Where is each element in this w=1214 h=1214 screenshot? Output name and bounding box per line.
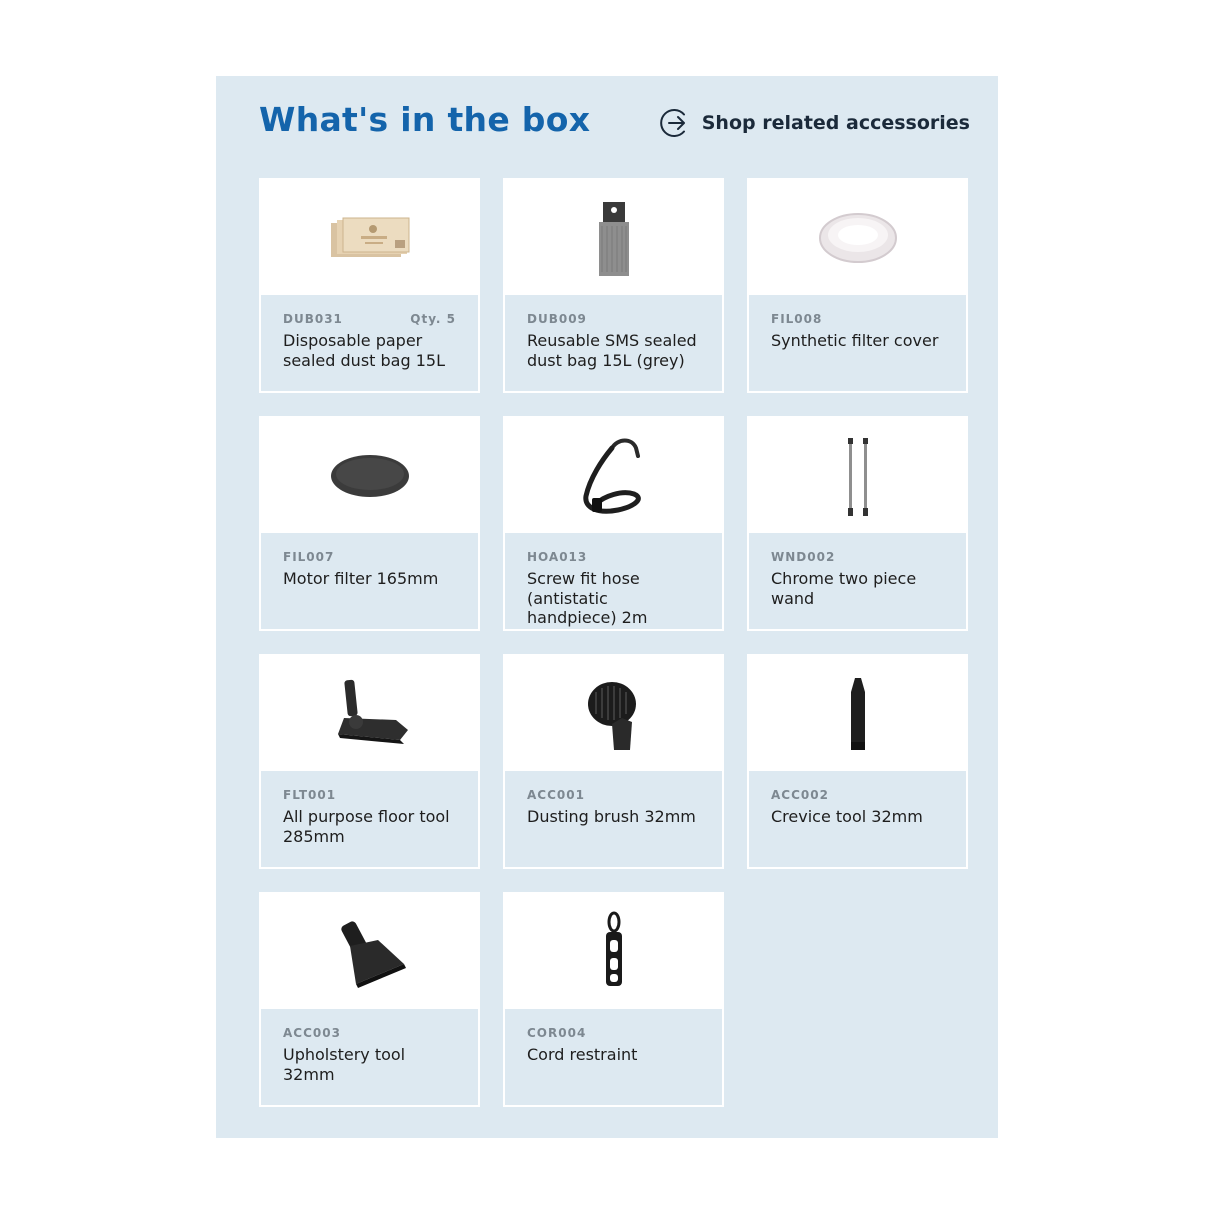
item-name: Screw fit hose (antistatic handpiece) 2m [527,569,648,627]
item-card [259,892,480,1107]
item-image [505,180,722,295]
item-name: All purpose floor tool 285mm [283,807,450,846]
upholstery-tool-icon [328,912,412,992]
dusting-brush-icon [584,674,644,754]
paper-dust-bag-icon [325,213,415,263]
item-code: FIL007 [283,550,335,564]
item-card [503,416,724,631]
floor-tool-icon [328,674,412,754]
item-image [505,894,722,1009]
item-name: Cord restraint [527,1045,638,1064]
shop-related-accessories-link[interactable] [658,106,970,140]
item-card [747,654,968,869]
item-card [259,654,480,869]
item-code: ACC002 [771,788,829,802]
shop-link-label: Shop related accessories [701,112,970,134]
item-code: WND002 [771,550,836,564]
item-image [261,656,478,771]
item-image [261,180,478,295]
item-name: Dusting brush 32mm [527,807,696,826]
item-code: HOA013 [527,550,588,564]
motor-filter-icon [328,451,412,501]
filter-cover-icon [816,208,900,268]
item-name: Synthetic filter cover [771,331,939,350]
item-name: Chrome two piece wand [771,569,917,608]
item-image [261,894,478,1009]
item-image [749,656,966,771]
item-card [503,654,724,869]
item-name: Disposable paper sealed dust bag 15L [283,331,445,370]
arrow-circle-right-icon [658,106,692,140]
item-name: Upholstery tool 32mm [283,1045,406,1084]
item-image [749,418,966,533]
item-code: FIL008 [771,312,823,326]
item-card [503,178,724,393]
whats-in-the-box-panel [216,76,998,1138]
hose-icon [574,434,654,518]
items-grid [259,178,968,1107]
item-code: COR004 [527,1026,587,1040]
item-card [503,892,724,1107]
item-qty: Qty. 5 [410,312,456,326]
item-image [505,656,722,771]
item-name: Reusable SMS sealed dust bag 15L (grey) [527,331,697,370]
item-card [259,416,480,631]
item-code: DUB031 [283,312,343,326]
item-code: ACC003 [283,1026,341,1040]
item-image [261,418,478,533]
reusable-dust-bag-icon [594,196,634,280]
item-code: ACC001 [527,788,585,802]
item-name: Motor filter 165mm [283,569,439,588]
item-image [749,180,966,295]
item-card [259,178,480,393]
wand-icon [838,434,878,518]
item-name: Crevice tool 32mm [771,807,923,826]
item-card [747,178,968,393]
item-code: DUB009 [527,312,587,326]
cord-restraint-icon [599,910,629,994]
crevice-tool-icon [843,672,873,756]
item-card [747,416,968,631]
item-code: FLT001 [283,788,337,802]
section-title: What's in the box [259,100,591,139]
item-image [505,418,722,533]
